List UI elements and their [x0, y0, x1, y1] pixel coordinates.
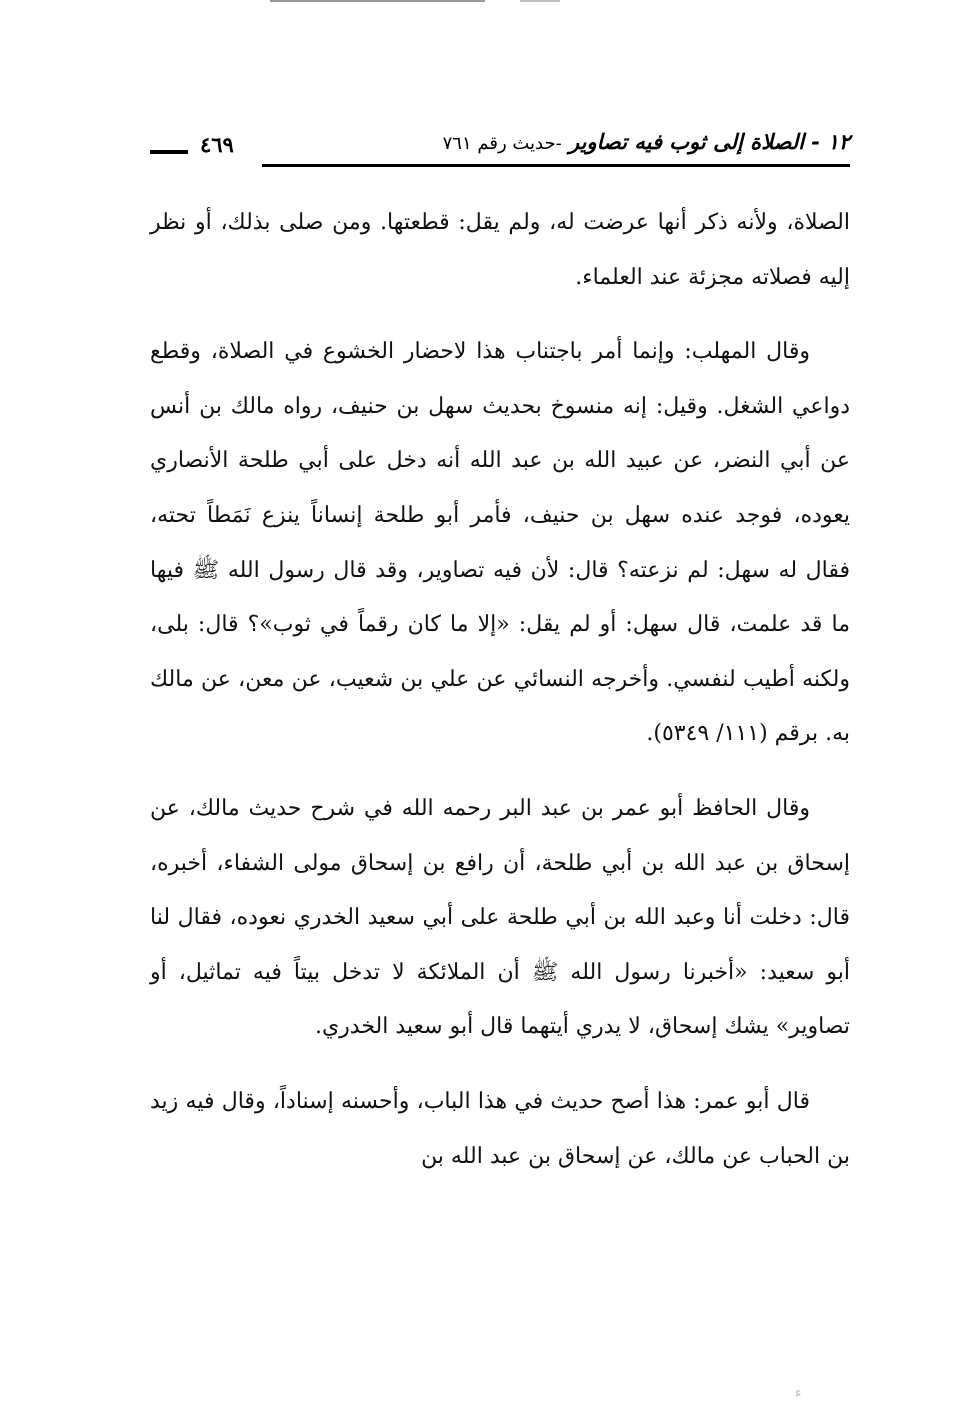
chapter-title-text: ١٢ - الصلاة إلى ثوب فيه تصاوير	[569, 130, 850, 154]
paragraph: الصلاة، ولأنه ذكر أنها عرضت له، ولم يقل: قطعتها. ومن صلى بذلك، أو نظر إليه فصلاته مجزئة عند العلماء.	[150, 210, 850, 290]
paragraph: قال أبو عمر: هذا أصح حديث في هذا الباب، وأحسنه إسناداً، وقال فيه زيد بن الحباب عن مالك، عن إسحاق بن عبد الله بن	[150, 1088, 850, 1169]
page-number: ٤٦٩	[200, 132, 234, 157]
scan-edge-marks	[270, 0, 560, 6]
paragraph: وقال الحافظ أبو عمر بن عبد البر رحمه الله في شرح حديث مالك، عن إسحاق بن عبد الله بن أبي طلحة، أن رافع بن إسحاق مولى الشفاء، أخبره، قال: دخلت أنا وعبد الله بن أبي طلحة على أبي سعيد الخدري نعوده، فقال لنا أبو سعيد: «أخبرنا رسول الله ﷺ أن الملائكة لا تدخل بيتاً فيه تماثيل، أو تصاوير» يشك إسحاق، لا يدري أيتهما قال أبو سعيد الخدري.	[150, 795, 851, 1040]
hadith-reference: -حديث رقم ٧٦١	[442, 133, 562, 154]
header-dash	[150, 150, 188, 154]
paragraph: وقال المهلب: وإنما أمر باجتناب هذا لاحضار الخشوع في الصلاة، وقطع دواعي الشغل. وقيل: إنه منسوخ بحديث سهل بن حنيف، رواه مالك بن أنس عن أبي النضر، عن عبيد الله بن عبد الله أنه دخل على أبي طلحة الأنصاري يعوده، فوجد عنده سهل بن حنيف، فأمر أبو طلحة إنساناً ينزع نَمَطاً تحته، فقال له سهل: لم نزعته؟ قال: لأن فيه تصاوير، وقد قال رسول الله ﷺ فيها ما قد علمت، قال سهل: أو لم يقل: «إلا ما كان رقماً في ثوب»؟ قال: بلى، ولكنه أطيب لنفسي. وأخرجه النسائي عن علي بن شعيب، عن معن، عن مالك به. برقم (١١١/ ٥٣٤٩).	[150, 339, 850, 747]
scan-line	[520, 0, 560, 2]
running-header	[150, 130, 850, 166]
body-text	[150, 196, 850, 1184]
chapter-title	[443, 130, 850, 154]
scan-line	[270, 0, 485, 2]
header-rule	[262, 164, 850, 167]
scan-speck: ﺀ	[795, 1385, 802, 1401]
